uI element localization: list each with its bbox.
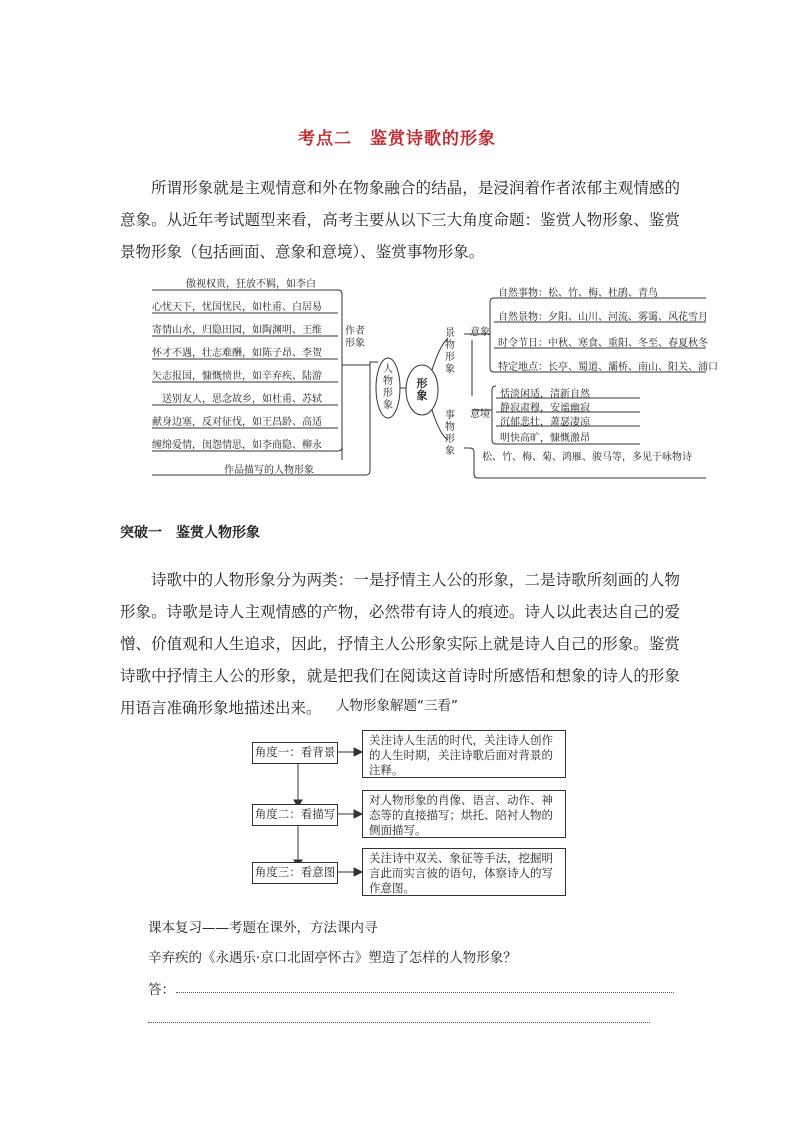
- work-label: 作品描写的人物形象: [224, 465, 314, 476]
- scene-branch-label: 景物形象: [445, 328, 455, 375]
- author-item: 送别友人，思念故乡，如杜甫、苏轼: [162, 394, 322, 405]
- mood-label: 意境: [470, 409, 490, 420]
- center-node: 形象: [416, 377, 428, 402]
- flow-step-desc: 关注诗中双关、象征等手法，挖掘明言此而实言彼的语句，体察诗人的写作意图。: [362, 848, 566, 896]
- imagery-item: 特定地点：长亭、蜀道、灞桥、南山、阳关、浦口: [498, 362, 718, 373]
- flow-step-desc: 对人物形象的肖像、语言、动作、神态等的直接描写；烘托、陪衬人物的侧面描写。: [362, 790, 566, 838]
- answer-label: 答：: [148, 982, 175, 998]
- author-item: 傲视权贵，狂放不羁，如李白: [186, 279, 316, 290]
- mood-item: 静寂肃穆，安谧幽寂: [500, 403, 590, 414]
- author-item: 心忧天下，忧国忧民，如杜甫、白居易: [152, 302, 322, 313]
- people-branch-label: 人物形象: [383, 364, 393, 411]
- imagery-item: 自然景物：夕阳、山川、河流、雾霭、风花雪月: [498, 312, 708, 323]
- author-item: 缠绵爱情，闺怨情思，如李商隐、柳永: [152, 440, 322, 451]
- author-item: 矢志报国，慷慨愤世，如辛弃疾、陆游: [152, 371, 322, 382]
- answer-line[interactable]: [176, 992, 674, 993]
- answer-line[interactable]: [148, 1022, 650, 1023]
- thing-text: 松、竹、梅、菊、鸿雁、骏马等，多见于咏物诗: [482, 452, 692, 463]
- author-item: 献身边塞，反对征伐，如王昌龄、高适: [152, 417, 322, 428]
- imagery-item: 自然事物：松、竹、梅、杜鹃、青鸟: [498, 288, 658, 299]
- imagery-item: 时令节日：中秋、寒食、重阳、冬至、春夏秋冬: [498, 338, 708, 349]
- author-label: 作者形象: [345, 326, 365, 349]
- section-heading: 突破一 鉴赏人物形象: [120, 525, 260, 541]
- intro-paragraph: 所谓形象就是主观情意和外在物象融合的结晶，是浸润着作者浓郁主观情感的意象。从近年考试题型来看，高考主要从以下三大角度命题：鉴赏人物形象、鉴赏景物形象（包括画面、意象和意境）、鉴赏事物形象。: [120, 179, 680, 261]
- section-body: 诗歌中的人物形象分为两类：一是抒情主人公的形象，二是诗歌所刻画的人物形象。诗歌是诗人主观情感的产物，必然带有诗人的痕迹。诗人以此表达自己的爱憎、价值观和人生追求，因此，抒情主人公形象实际上就是诗人自己的形象。鉴赏诗歌中抒情主人公的形象，就是把我们在阅读这首诗时所感悟和想象的诗人的形象用语言准确形象地描述出来。: [120, 571, 680, 717]
- imagery-label: 意象: [470, 327, 490, 338]
- flow-step-desc: 关注诗人生活的时代，关注诗人创作的人生时期，关注诗歌后面对背景的注释。: [362, 730, 566, 778]
- mood-item: 沉郁悲壮，萧瑟凄凉: [500, 417, 590, 428]
- mood-item: 恬淡闲适，清新自然: [500, 389, 590, 400]
- page-title: 考点二 鉴赏诗歌的形象: [298, 129, 496, 149]
- author-item: 寄情山水，归隐田园，如陶渊明、王维: [152, 325, 322, 336]
- mood-item: 明快高旷，慷慨激昂: [500, 433, 590, 444]
- flow-step-label: 角度三：看意图: [252, 862, 338, 884]
- flow-step-label: 角度一：看背景: [252, 742, 338, 764]
- thing-branch-label: 事物形象: [445, 410, 455, 457]
- review-line: 课本复习——考题在课外，方法课内寻: [148, 920, 378, 936]
- review-question: 辛弃疾的《永遇乐·京口北固亭怀古》塑造了怎样的人物形象？: [148, 950, 517, 966]
- flow-step-label: 角度二：看描写: [252, 804, 338, 826]
- flow-caption: 人物形象解题“三看”: [336, 698, 458, 714]
- author-item: 怀才不遇，壮志难酬，如陈子昂、李贺: [152, 348, 322, 359]
